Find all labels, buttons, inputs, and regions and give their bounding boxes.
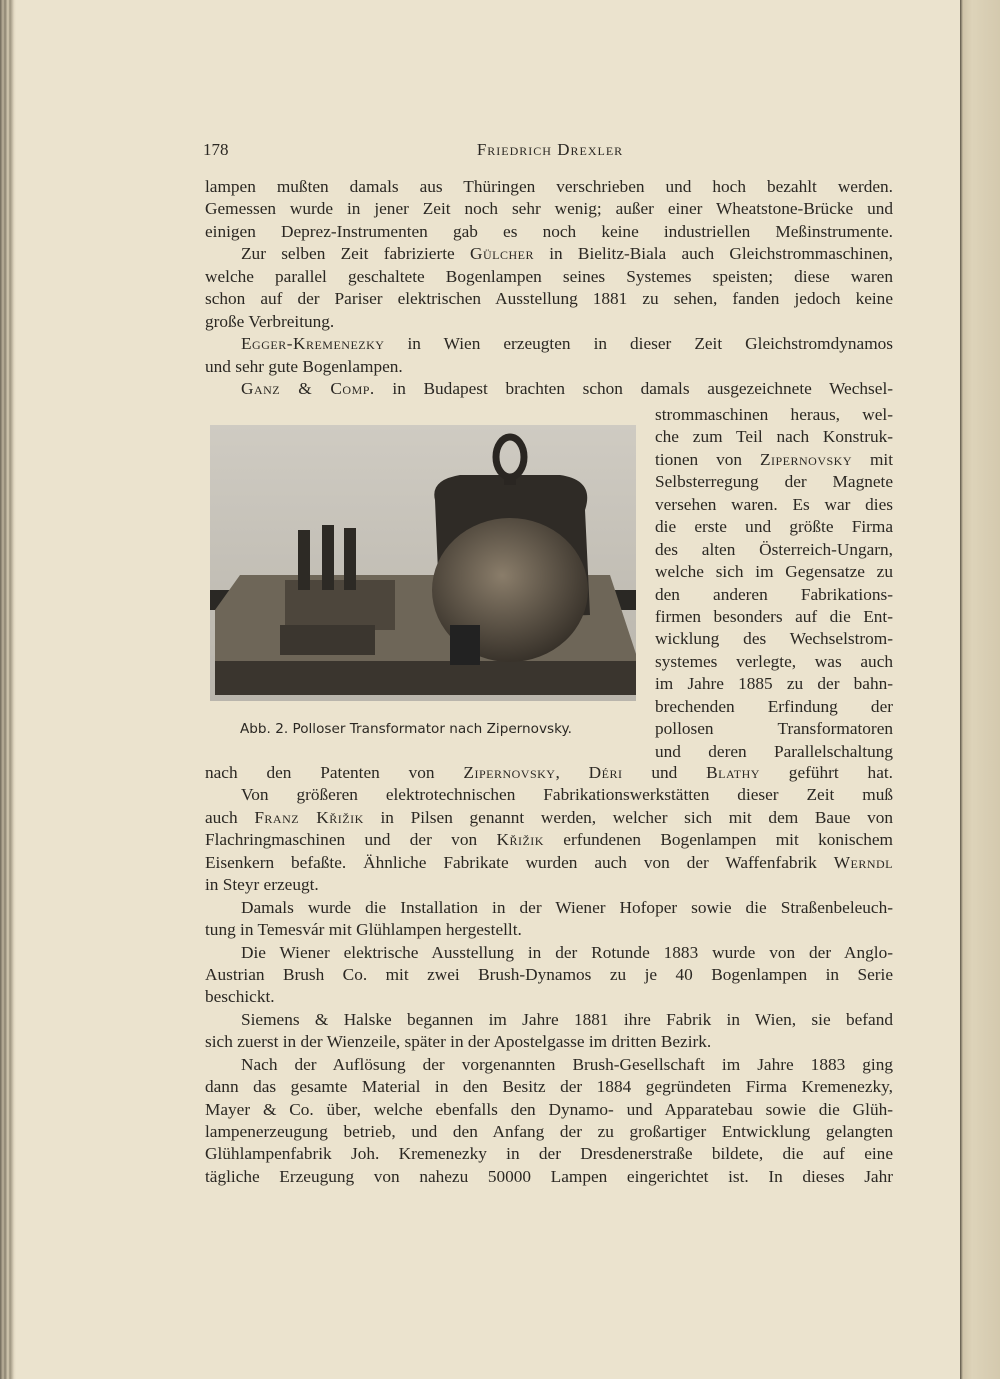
text-line xyxy=(655,651,893,673)
text-run: Gemessen wurde in jener Zeit noch sehr wenig; außer einer Wheatstone-Brücke und xyxy=(205,199,893,219)
text-run: einigen Deprez-Instrumenten gab es noch keine industriellen Meßinstrumente. xyxy=(205,221,893,241)
text-run: Die Wiener elektrische Ausstellung in der Rotunde 1883 wurde von der Anglo- xyxy=(241,942,893,962)
text-line xyxy=(655,718,893,740)
text-line xyxy=(655,741,893,763)
text-run: Flachringmaschinen und der von xyxy=(205,830,497,850)
text-run: Mayer & Co. über, welche ebenfalls den Dynamo- und Apparatebau sowie die Glüh- xyxy=(205,1099,893,1119)
text-run: sich zuerst in der Wienzeile, später in der Apostelgasse im dritten Bezirk. xyxy=(205,1032,712,1052)
text-line xyxy=(205,1143,893,1165)
running-head: Friedrich Drexler xyxy=(476,140,624,159)
text-run: beschickt. xyxy=(205,987,275,1007)
text-line xyxy=(205,852,893,874)
text-run: und xyxy=(622,763,707,782)
text-run: Glühlampenfabrik Joh. Kremenezky in der Dresdenerstraße bildete, die auf eine xyxy=(205,1144,893,1164)
text-line xyxy=(655,628,893,650)
person-name-smallcaps: Zipernovsky xyxy=(759,449,853,469)
text-line xyxy=(205,1054,893,1076)
text-line xyxy=(205,964,893,986)
text-run: mit xyxy=(852,449,893,469)
book-gutter-left xyxy=(0,0,16,1379)
text-run: Siemens & Halske begannen im Jahre 1881 ihre Fabrik in Wien, sie befand xyxy=(241,1009,893,1029)
text-run: Nach der Auflösung der vorgenannten Brush-Gesellschaft im Jahre 1883 ging xyxy=(241,1054,893,1074)
text-run: den anderen Fabrikations- xyxy=(655,584,893,604)
figure-photo-transformer xyxy=(210,425,636,701)
text-line xyxy=(205,1009,893,1031)
text-run: lampenerzeugung betrieb, und den Anfang der zu großartiger Entwicklung gelangten xyxy=(205,1122,893,1141)
text-run: , xyxy=(555,763,589,782)
text-block-bottom xyxy=(205,762,893,1188)
text-line xyxy=(205,1076,893,1098)
text-run: geführt hat. xyxy=(759,763,893,782)
person-name-smallcaps: Gülcher xyxy=(469,244,534,264)
text-run: tung in Temesvár mit Glühlampen hergestellt. xyxy=(205,920,522,940)
text-run: schon auf der Pariser elektrischen Ausstellung 1881 zu sehen, fanden jedoch keine xyxy=(205,289,893,309)
text-line xyxy=(205,356,893,378)
text-line xyxy=(205,1099,893,1121)
text-run: und deren Parallelschaltung xyxy=(655,741,893,761)
text-line xyxy=(205,897,893,919)
text-run: Eisenkern befaßte. Ähnliche Fabrikate wurden auch von der Waffenfabrik xyxy=(205,852,834,872)
text-run: auch xyxy=(205,807,255,827)
person-name-smallcaps: Ganz & Comp. xyxy=(241,378,375,398)
text-run: brechenden Erfindung der xyxy=(655,696,893,716)
text-run: lampen mußten damals aus Thüringen verschrieben und hoch bezahlt werden. xyxy=(205,177,893,196)
text-line xyxy=(205,176,893,198)
text-run: nach den Patenten von xyxy=(205,763,464,782)
text-line xyxy=(655,673,893,695)
text-line xyxy=(205,874,893,896)
text-line xyxy=(205,311,893,333)
text-run: versehen waren. Es war dies xyxy=(655,494,893,514)
text-line xyxy=(205,986,893,1008)
page-number: 178 xyxy=(203,140,229,159)
text-line xyxy=(655,606,893,628)
text-run: Von größeren elektrotechnischen Fabrikationswerkstätten dieser Zeit muß xyxy=(241,785,893,805)
text-run: des alten Österreich-Ungarn, xyxy=(655,539,893,559)
text-run: welche parallel geschaltete Bogenlampen seines Systemes speisten; diese waren xyxy=(205,266,893,286)
text-run: die erste und größte Firma xyxy=(655,517,893,537)
text-line xyxy=(205,1121,893,1143)
text-run: welche sich im Gegensatze zu xyxy=(655,562,893,582)
text-line xyxy=(655,494,893,516)
person-name-smallcaps: Franz Křižik xyxy=(254,807,364,827)
figure-caption: Abb. 2. Polloser Transformator nach Zipernovsky. xyxy=(240,721,572,737)
text-line xyxy=(655,539,893,561)
text-line xyxy=(205,784,893,806)
text-line xyxy=(655,516,893,538)
text-line xyxy=(205,243,893,265)
text-line xyxy=(655,426,893,448)
person-name-smallcaps: Křižik xyxy=(496,830,544,850)
text-line xyxy=(205,221,893,243)
text-line xyxy=(655,584,893,606)
text-block-side xyxy=(655,404,893,763)
text-line xyxy=(205,378,893,400)
text-line xyxy=(205,266,893,288)
text-run: strommaschinen heraus, wel- xyxy=(655,405,893,424)
person-name-smallcaps: Zipernovsky xyxy=(463,763,556,782)
text-run: und sehr gute Bogenlampen. xyxy=(205,356,403,376)
text-run: Zur selben Zeit fabrizierte xyxy=(241,244,470,264)
person-name-smallcaps: Werndl xyxy=(833,852,893,872)
text-run: firmen besonders auf die Ent- xyxy=(655,606,893,626)
text-line xyxy=(205,762,893,784)
text-run: che zum Teil nach Konstruk- xyxy=(655,427,893,447)
text-line xyxy=(205,942,893,964)
person-name-smallcaps: Déri xyxy=(588,763,623,782)
text-line xyxy=(655,561,893,583)
person-name-smallcaps: Egger-Kremenezky xyxy=(241,334,385,354)
text-run: Austrian Brush Co. mit zwei Brush-Dynamos zu je 40 Bogenlampen in Serie xyxy=(205,964,893,984)
text-line xyxy=(205,919,893,941)
text-run: tionen von xyxy=(655,449,760,469)
text-run: in Wien erzeugten in dieser Zeit Gleichstromdynamos xyxy=(384,334,893,354)
text-line xyxy=(205,1031,893,1053)
text-line xyxy=(655,471,893,493)
text-run: große Verbreitung. xyxy=(205,311,335,331)
text-run: in Pilsen genannt werden, welcher sich mit dem Baue von xyxy=(363,807,893,827)
text-run: wicklung des Wechselstrom- xyxy=(655,629,893,649)
person-name-smallcaps: Blathy xyxy=(706,763,760,782)
text-run: Selbsterregung der Magnete xyxy=(655,472,893,492)
text-line xyxy=(205,1166,893,1188)
text-run: pollosen Transformatoren xyxy=(655,719,893,739)
text-line xyxy=(655,696,893,718)
text-line xyxy=(205,288,893,310)
text-line xyxy=(655,404,893,426)
text-run: im Jahre 1885 zu der bahn- xyxy=(655,674,893,694)
text-line xyxy=(205,198,893,220)
text-run: erfundenen Bogenlampen mit konischem xyxy=(543,830,893,850)
text-run: tägliche Erzeugung von nahezu 50000 Lampen eingerichtet ist. In dieses Jahr xyxy=(205,1166,893,1186)
text-run: in Budapest brachten schon damals ausgezeichnete Wechsel- xyxy=(374,378,893,398)
text-run: Damals wurde die Installation in der Wiener Hofoper sowie die Straßenbeleuch- xyxy=(241,897,893,917)
text-line xyxy=(205,807,893,829)
text-run: in Bielitz-Biala auch Gleichstrommaschinen, xyxy=(533,244,893,264)
text-block-top xyxy=(205,176,893,400)
text-line xyxy=(655,449,893,471)
page-edge-right xyxy=(960,0,1000,1379)
text-run: in Steyr erzeugt. xyxy=(205,875,319,895)
text-line xyxy=(205,333,893,355)
text-run: systemes verlegte, was auch xyxy=(655,651,893,671)
text-line xyxy=(205,829,893,851)
text-run: dann das gesamte Material in den Besitz der 1884 gegründeten Firma Kremenezky, xyxy=(205,1077,893,1097)
